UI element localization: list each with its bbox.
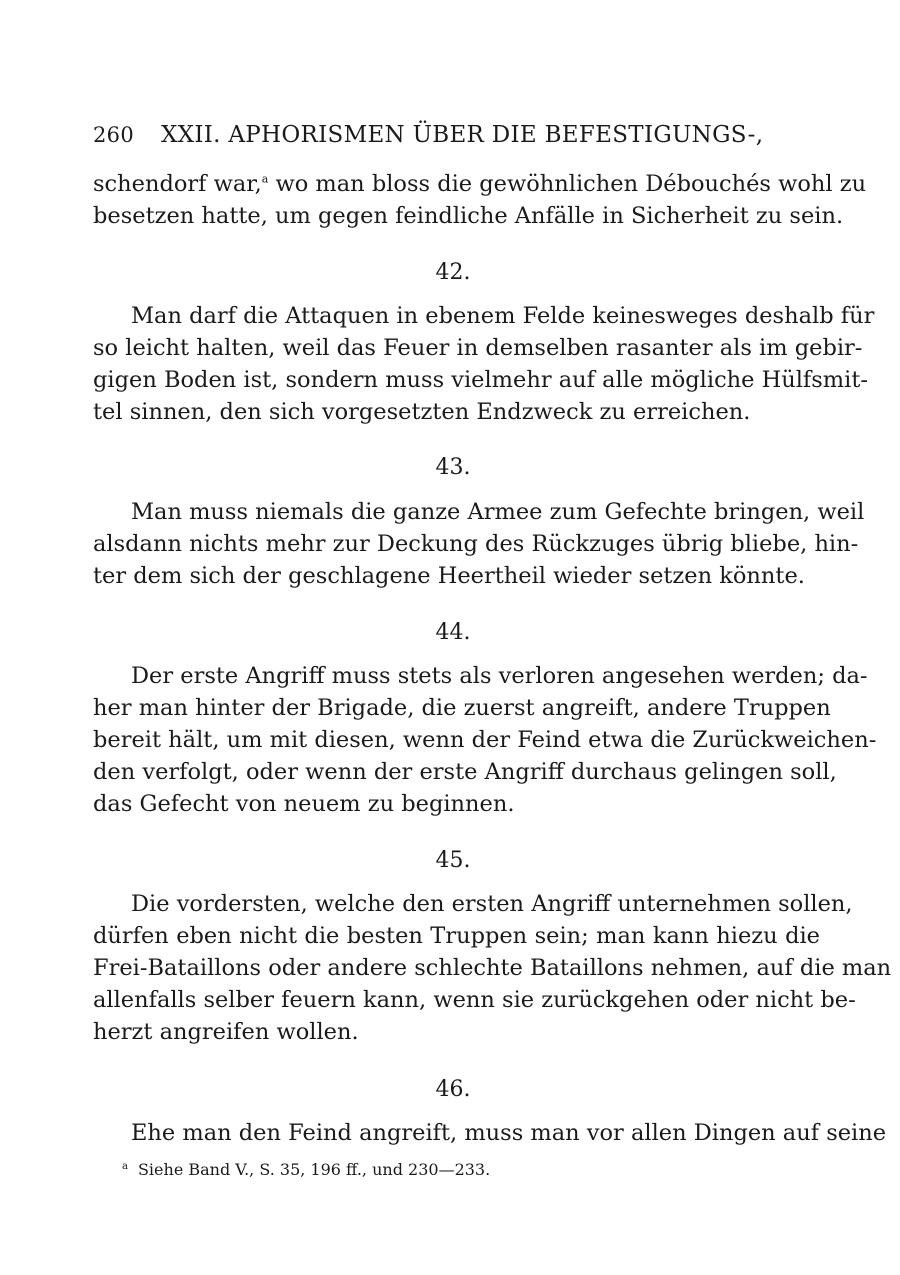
section-43-paragraph xyxy=(93,496,865,592)
running-head xyxy=(93,122,793,148)
section-46-paragraph xyxy=(93,1117,887,1149)
paragraph-line: den verfolgt, oder wenn der erste Angriff durchaus gelingen soll, xyxy=(93,759,837,785)
paragraph-line: dürfen eben nicht die besten Truppen sein; man kann hiezu die xyxy=(93,923,820,949)
paragraph-line: Ehe man den Feind angreift, muss man vor allen Dingen auf seine xyxy=(131,1120,887,1146)
paragraph-line: das Gefecht von neuem zu beginnen. xyxy=(93,791,515,817)
section-number-46: 46. xyxy=(435,1077,471,1102)
section-number-44: 44. xyxy=(435,620,471,645)
paragraph-line: alsdann nichts mehr zur Deckung des Rückzuges übrig bliebe, hin- xyxy=(93,531,859,557)
paragraph-line: allenfalls selber feuern kann, wenn sie zurückgehen oder nicht be- xyxy=(93,987,856,1013)
paragraph-line: Die vordersten, welche den ersten Angriff unternehmen sollen, xyxy=(131,891,853,917)
page-number: 260 xyxy=(93,123,134,147)
paragraph-line: so leicht halten, weil das Feuer in demselben rasanter als im gebir- xyxy=(93,335,863,361)
paragraph-line: bereit hält, um mit diesen, wenn der Feind etwa die Zurückweichen- xyxy=(93,727,877,753)
footnote-text: Siehe Band V., S. 35, 196 ff., und 230—233. xyxy=(137,1160,491,1179)
paragraph-line: her man hinter der Brigade, die zuerst angreift, andere Truppen xyxy=(93,695,831,721)
paragraph-line: gigen Boden ist, sondern muss vielmehr auf alle mögliche Hülfsmit- xyxy=(93,367,868,393)
section-45-paragraph xyxy=(93,888,892,1048)
section-number-42: 42. xyxy=(435,260,471,285)
intro-line-1: schendorf war,$^a$ wo man bloss die gewöhnlichen Débouchés wohl zu xyxy=(93,171,867,197)
paragraph-line: Der erste Angriff muss stets als verloren angesehen werden; da- xyxy=(131,663,868,689)
section-number-43: 43. xyxy=(435,455,471,480)
paragraph-line: Frei-Bataillons oder andere schlechte Bataillons nehmen, auf die man xyxy=(93,955,892,981)
paragraph-line: Man muss niemals die ganze Armee zum Gefechte bringen, weil xyxy=(131,499,865,525)
section-42-paragraph xyxy=(93,300,875,428)
section-number-45: 45. xyxy=(435,848,471,873)
paragraph-line: Man darf die Attaquen in ebenem Felde keinesweges deshalb für xyxy=(131,303,875,329)
paragraph-line: herzt angreifen wollen. xyxy=(93,1019,359,1045)
intro-paragraph xyxy=(93,168,867,232)
footnote xyxy=(122,1160,822,1179)
paragraph-line: ter dem sich der geschlagene Heertheil wieder setzen könnte. xyxy=(93,563,805,589)
intro-line-2: besetzen hatte, um gegen feindliche Anfälle in Sicherheit zu sein. xyxy=(93,203,844,229)
section-44-paragraph xyxy=(93,660,877,820)
footnote-marker: a xyxy=(122,1160,128,1172)
footnote-reference: a xyxy=(261,172,269,186)
paragraph-line: tel sinnen, den sich vorgesetzten Endzweck zu erreichen. xyxy=(93,399,751,425)
chapter-title: XXII. APHORISMEN ÜBER DIE BEFESTIGUNGS-, xyxy=(161,122,764,148)
